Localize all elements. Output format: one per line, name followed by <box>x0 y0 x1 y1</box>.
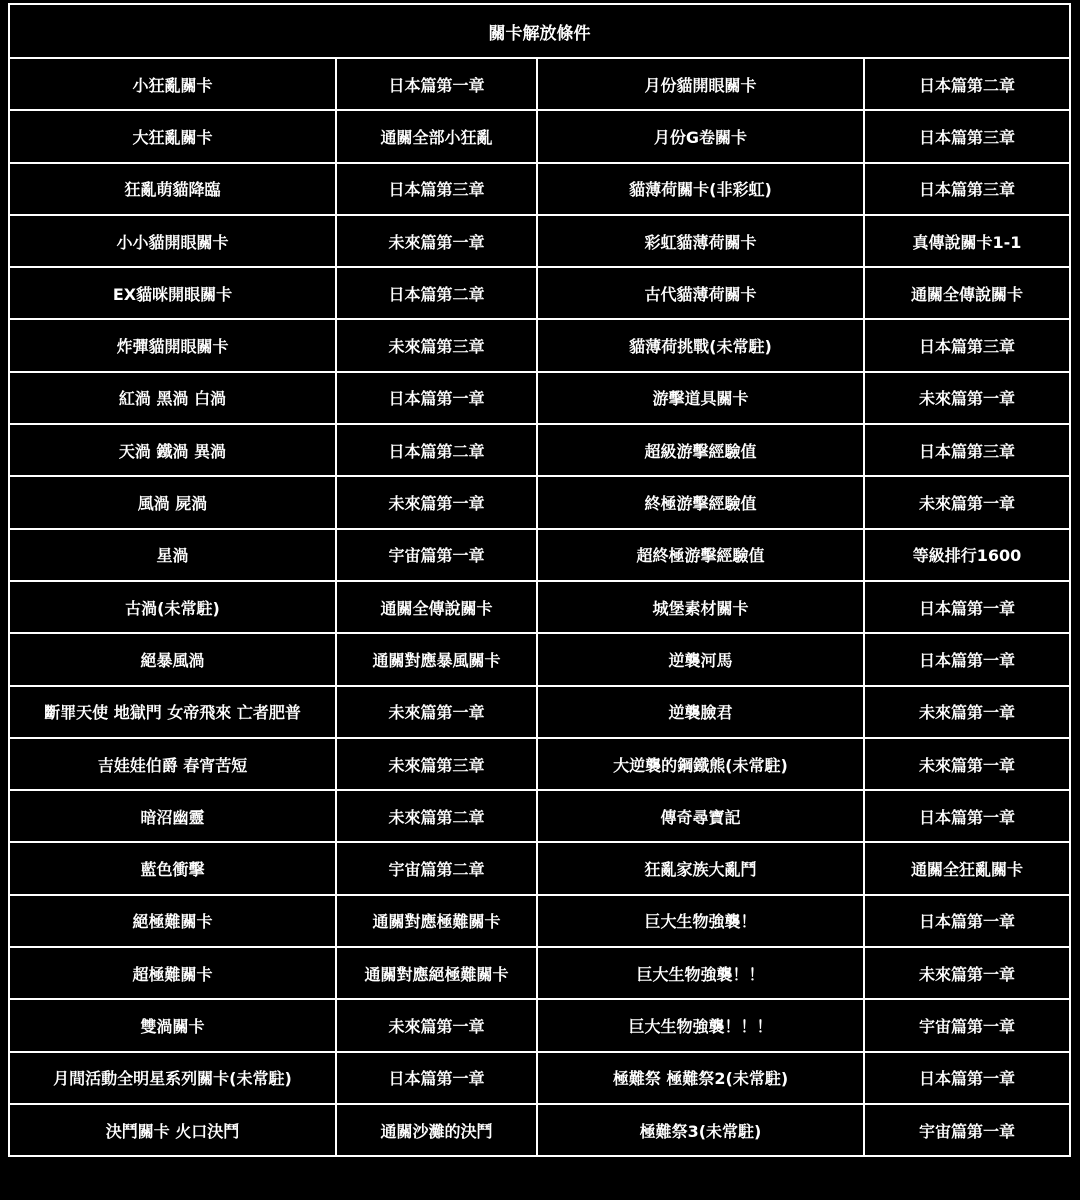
table-cell-stage-name: 狂亂萌貓降臨 <box>9 163 336 215</box>
table-cell-stage-unlock: 日本篇第一章 <box>336 58 537 110</box>
table-cell-stage-unlock: 通關沙灘的決鬥 <box>336 1104 537 1156</box>
table-cell-stage-name: 城堡素材關卡 <box>537 581 864 633</box>
table-cell-stage-unlock: 通關對應極難關卡 <box>336 895 537 947</box>
table-cell-stage-name: 月份貓開眼關卡 <box>537 58 864 110</box>
table-cell-stage-name: 風渦 屍渦 <box>9 476 336 528</box>
table-cell-stage-name: 月份G卷關卡 <box>537 110 864 162</box>
table-cell-stage-unlock: 未來篇第一章 <box>336 476 537 528</box>
table-cell-stage-unlock: 宇宙篇第一章 <box>864 999 1070 1051</box>
table-cell-stage-name: 超終極游擊經驗值 <box>537 529 864 581</box>
table-cell-stage-name: 貓薄荷關卡(非彩虹) <box>537 163 864 215</box>
table-row <box>9 476 1070 528</box>
table-cell-stage-name: 決鬥關卡 火口決鬥 <box>9 1104 336 1156</box>
table-cell-stage-name: 巨大生物強襲！ <box>537 895 864 947</box>
table-row <box>9 1052 1070 1104</box>
table-cell-stage-unlock: 通關全傳說關卡 <box>864 267 1070 319</box>
table-cell-stage-unlock: 未來篇第一章 <box>864 738 1070 790</box>
table-cell-stage-unlock: 未來篇第三章 <box>336 738 537 790</box>
table-row <box>9 372 1070 424</box>
table-cell-stage-name: 絕極難關卡 <box>9 895 336 947</box>
table-row <box>9 215 1070 267</box>
table-cell-stage-name: 逆襲臉君 <box>537 686 864 738</box>
table-cell-stage-unlock: 宇宙篇第一章 <box>864 1104 1070 1156</box>
table-cell-stage-name: 大狂亂關卡 <box>9 110 336 162</box>
table-cell-stage-name: 絕暴風渦 <box>9 633 336 685</box>
table-header-row <box>9 4 1070 58</box>
table-cell-stage-name: 超級游擊經驗值 <box>537 424 864 476</box>
table-cell-stage-name: 貓薄荷挑戰(未常駐) <box>537 319 864 371</box>
table-cell-stage-name: 雙渦關卡 <box>9 999 336 1051</box>
table-cell-stage-unlock: 日本篇第一章 <box>864 633 1070 685</box>
table-row <box>9 633 1070 685</box>
table-row <box>9 895 1070 947</box>
table-cell-stage-unlock: 日本篇第三章 <box>864 110 1070 162</box>
table-cell-stage-unlock: 通關全傳說關卡 <box>336 581 537 633</box>
table-cell-stage-unlock: 未來篇第一章 <box>864 372 1070 424</box>
table-cell-stage-name: 斷罪天使 地獄門 女帝飛來 亡者肥普 <box>9 686 336 738</box>
table-row <box>9 686 1070 738</box>
table-cell-stage-unlock: 日本篇第三章 <box>864 163 1070 215</box>
table-cell-stage-unlock: 日本篇第一章 <box>336 372 537 424</box>
table-cell-stage-unlock: 等級排行1600 <box>864 529 1070 581</box>
table-row <box>9 267 1070 319</box>
table-cell-stage-name: 藍色衝擊 <box>9 842 336 894</box>
table-cell-stage-name: 月間活動全明星系列關卡(未常駐) <box>9 1052 336 1104</box>
table-cell-stage-name: 大逆襲的鋼鐵熊(未常駐) <box>537 738 864 790</box>
table-row <box>9 529 1070 581</box>
table-row <box>9 947 1070 999</box>
table-cell-stage-name: 吉娃娃伯爵 春宵苦短 <box>9 738 336 790</box>
table-cell-stage-unlock: 未來篇第二章 <box>336 790 537 842</box>
table-cell-stage-name: 極難祭3(未常駐) <box>537 1104 864 1156</box>
table-cell-stage-name: 狂亂家族大亂鬥 <box>537 842 864 894</box>
table-body <box>9 58 1070 1156</box>
unlock-conditions-table-wrapper <box>8 3 1069 1157</box>
table-cell-stage-unlock: 宇宙篇第一章 <box>336 529 537 581</box>
table-cell-stage-unlock: 日本篇第一章 <box>864 581 1070 633</box>
table-cell-stage-unlock: 日本篇第三章 <box>336 163 537 215</box>
table-cell-stage-unlock: 未來篇第一章 <box>864 947 1070 999</box>
table-cell-stage-name: 小小貓開眼關卡 <box>9 215 336 267</box>
table-cell-stage-name: 炸彈貓開眼關卡 <box>9 319 336 371</box>
table-cell-stage-unlock: 日本篇第一章 <box>336 1052 537 1104</box>
table-cell-stage-name: 天渦 鐵渦 異渦 <box>9 424 336 476</box>
table-cell-stage-name: 古代貓薄荷關卡 <box>537 267 864 319</box>
table-cell-stage-unlock: 未來篇第一章 <box>336 215 537 267</box>
table-cell-stage-unlock: 未來篇第一章 <box>864 686 1070 738</box>
table-cell-stage-unlock: 通關對應絕極難關卡 <box>336 947 537 999</box>
table-row <box>9 738 1070 790</box>
table-cell-stage-name: 游擊道具關卡 <box>537 372 864 424</box>
table-cell-stage-unlock: 日本篇第二章 <box>864 58 1070 110</box>
table-cell-stage-unlock: 未來篇第一章 <box>336 999 537 1051</box>
table-cell-stage-name: 紅渦 黑渦 白渦 <box>9 372 336 424</box>
table-cell-stage-name: 星渦 <box>9 529 336 581</box>
table-row <box>9 1104 1070 1156</box>
table-cell-stage-unlock: 通關全部小狂亂 <box>336 110 537 162</box>
table-cell-stage-unlock: 未來篇第三章 <box>336 319 537 371</box>
table-cell-stage-unlock: 日本篇第二章 <box>336 267 537 319</box>
table-cell-stage-name: 逆襲河馬 <box>537 633 864 685</box>
table-cell-stage-unlock: 日本篇第三章 <box>864 424 1070 476</box>
table-cell-stage-unlock: 日本篇第一章 <box>864 1052 1070 1104</box>
table-cell-stage-unlock: 宇宙篇第二章 <box>336 842 537 894</box>
table-cell-stage-unlock: 真傳說關卡1-1 <box>864 215 1070 267</box>
table-cell-stage-name: 古渦(未常駐) <box>9 581 336 633</box>
table-row <box>9 999 1070 1051</box>
table-cell-stage-name: 傳奇尋寶記 <box>537 790 864 842</box>
table-cell-stage-unlock: 未來篇第一章 <box>336 686 537 738</box>
table-row <box>9 319 1070 371</box>
table-cell-stage-unlock: 未來篇第一章 <box>864 476 1070 528</box>
table-cell-stage-unlock: 通關對應暴風關卡 <box>336 633 537 685</box>
table-cell-stage-unlock: 日本篇第三章 <box>864 319 1070 371</box>
table-cell-stage-name: 彩虹貓薄荷關卡 <box>537 215 864 267</box>
table-row <box>9 163 1070 215</box>
table-cell-stage-name: 巨大生物強襲！！！ <box>537 999 864 1051</box>
table-cell-stage-name: 巨大生物強襲！！ <box>537 947 864 999</box>
table-row <box>9 842 1070 894</box>
table-row <box>9 424 1070 476</box>
table-cell-stage-name: 終極游擊經驗值 <box>537 476 864 528</box>
table-cell-stage-name: 小狂亂關卡 <box>9 58 336 110</box>
table-cell-stage-name: 超極難關卡 <box>9 947 336 999</box>
table-cell-stage-unlock: 日本篇第一章 <box>864 790 1070 842</box>
table-cell-stage-name: EX貓咪開眼關卡 <box>9 267 336 319</box>
unlock-conditions-table <box>8 3 1071 1157</box>
table-cell-stage-unlock: 日本篇第一章 <box>864 895 1070 947</box>
table-cell-stage-unlock: 日本篇第二章 <box>336 424 537 476</box>
table-row <box>9 58 1070 110</box>
table-row <box>9 581 1070 633</box>
table-row <box>9 110 1070 162</box>
table-cell-stage-name: 暗沼幽靈 <box>9 790 336 842</box>
table-cell-stage-unlock: 通關全狂亂關卡 <box>864 842 1070 894</box>
table-row <box>9 790 1070 842</box>
table-title: 關卡解放條件 <box>9 4 1070 58</box>
table-cell-stage-name: 極難祭 極難祭2(未常駐) <box>537 1052 864 1104</box>
